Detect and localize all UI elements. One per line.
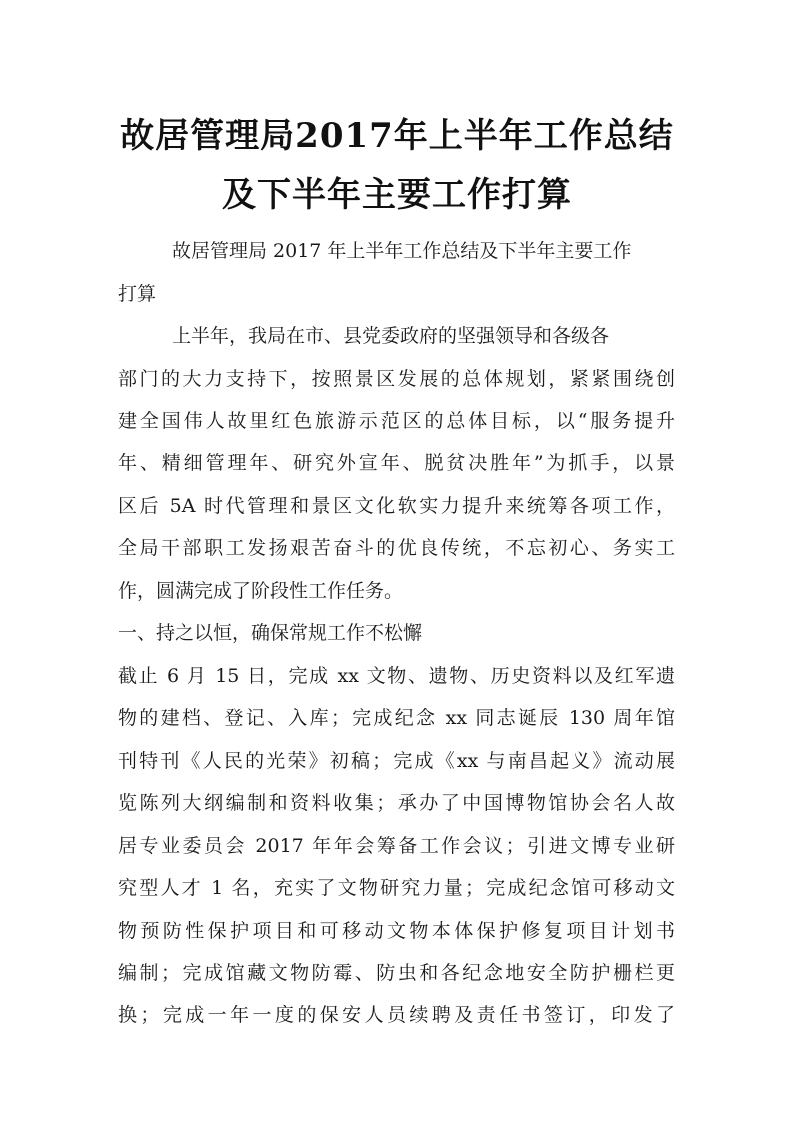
paragraph-line: 年、精细管理年、研究外宣年、脱贫决胜年”为抓手，以景	[118, 452, 675, 474]
paragraph-line: 居专业委员会 2017 年年会筹备工作会议；引进文博专业研	[118, 835, 675, 857]
paragraph-line: 物预防性保护项目和可移动文物本体保护修复项目计划书	[118, 920, 675, 942]
paragraph-line: 上半年，我局在市、县党委政府的坚强领导和各级各	[172, 325, 610, 347]
paragraph-line: 部门的大力支持下，按照景区发展的总体规划，紧紧围绕创	[118, 368, 675, 390]
document-title-line-1: 故居管理局2017年上半年工作总结	[120, 116, 674, 156]
paragraph-line: 建全国伟人故里红色旅游示范区的总体目标，以“服务提升	[118, 410, 675, 432]
paragraph-line: 作，圆满完成了阶段性工作任务。	[118, 580, 404, 602]
paragraph-line: 览陈列大纲编制和资料收集；承办了中国博物馆协会名人故	[118, 792, 675, 814]
paragraph-line: 刊特刊《人民的光荣》初稿；完成《xx 与南昌起义》流动展	[118, 750, 675, 772]
paragraph-line: 究型人才 1 名，充实了文物研究力量；完成纪念馆可移动文	[118, 877, 675, 899]
paragraph-line: 区后 5A 时代管理和景区文化软实力提升来统筹各项工作，	[118, 495, 675, 517]
paragraph-line: 全局干部职工发扬艰苦奋斗的优良传统，不忘初心、务实工	[118, 537, 675, 559]
paragraph-line: 物的建档、登记、入库；完成纪念 xx 同志诞辰 130 周年馆	[118, 707, 675, 729]
paragraph-line: 截止 6 月 15 日，完成 xx 文物、遗物、历史资料以及红军遗	[118, 665, 675, 687]
paragraph-line: 换；完成一年一度的保安人员续聘及责任书签订，印发了	[118, 1004, 675, 1026]
document-title-line-2: 及下半年主要工作打算	[222, 175, 572, 215]
subtitle-line-2: 打算	[118, 283, 157, 305]
paragraph-line: 编制；完成馆藏文物防霉、防虫和各纪念地安全防护栅栏更	[118, 962, 675, 984]
subtitle-line-1: 故居管理局 2017 年上半年工作总结及下半年主要工作	[172, 240, 632, 262]
section-heading: 一、持之以恒，确保常规工作不松懈	[118, 622, 423, 644]
